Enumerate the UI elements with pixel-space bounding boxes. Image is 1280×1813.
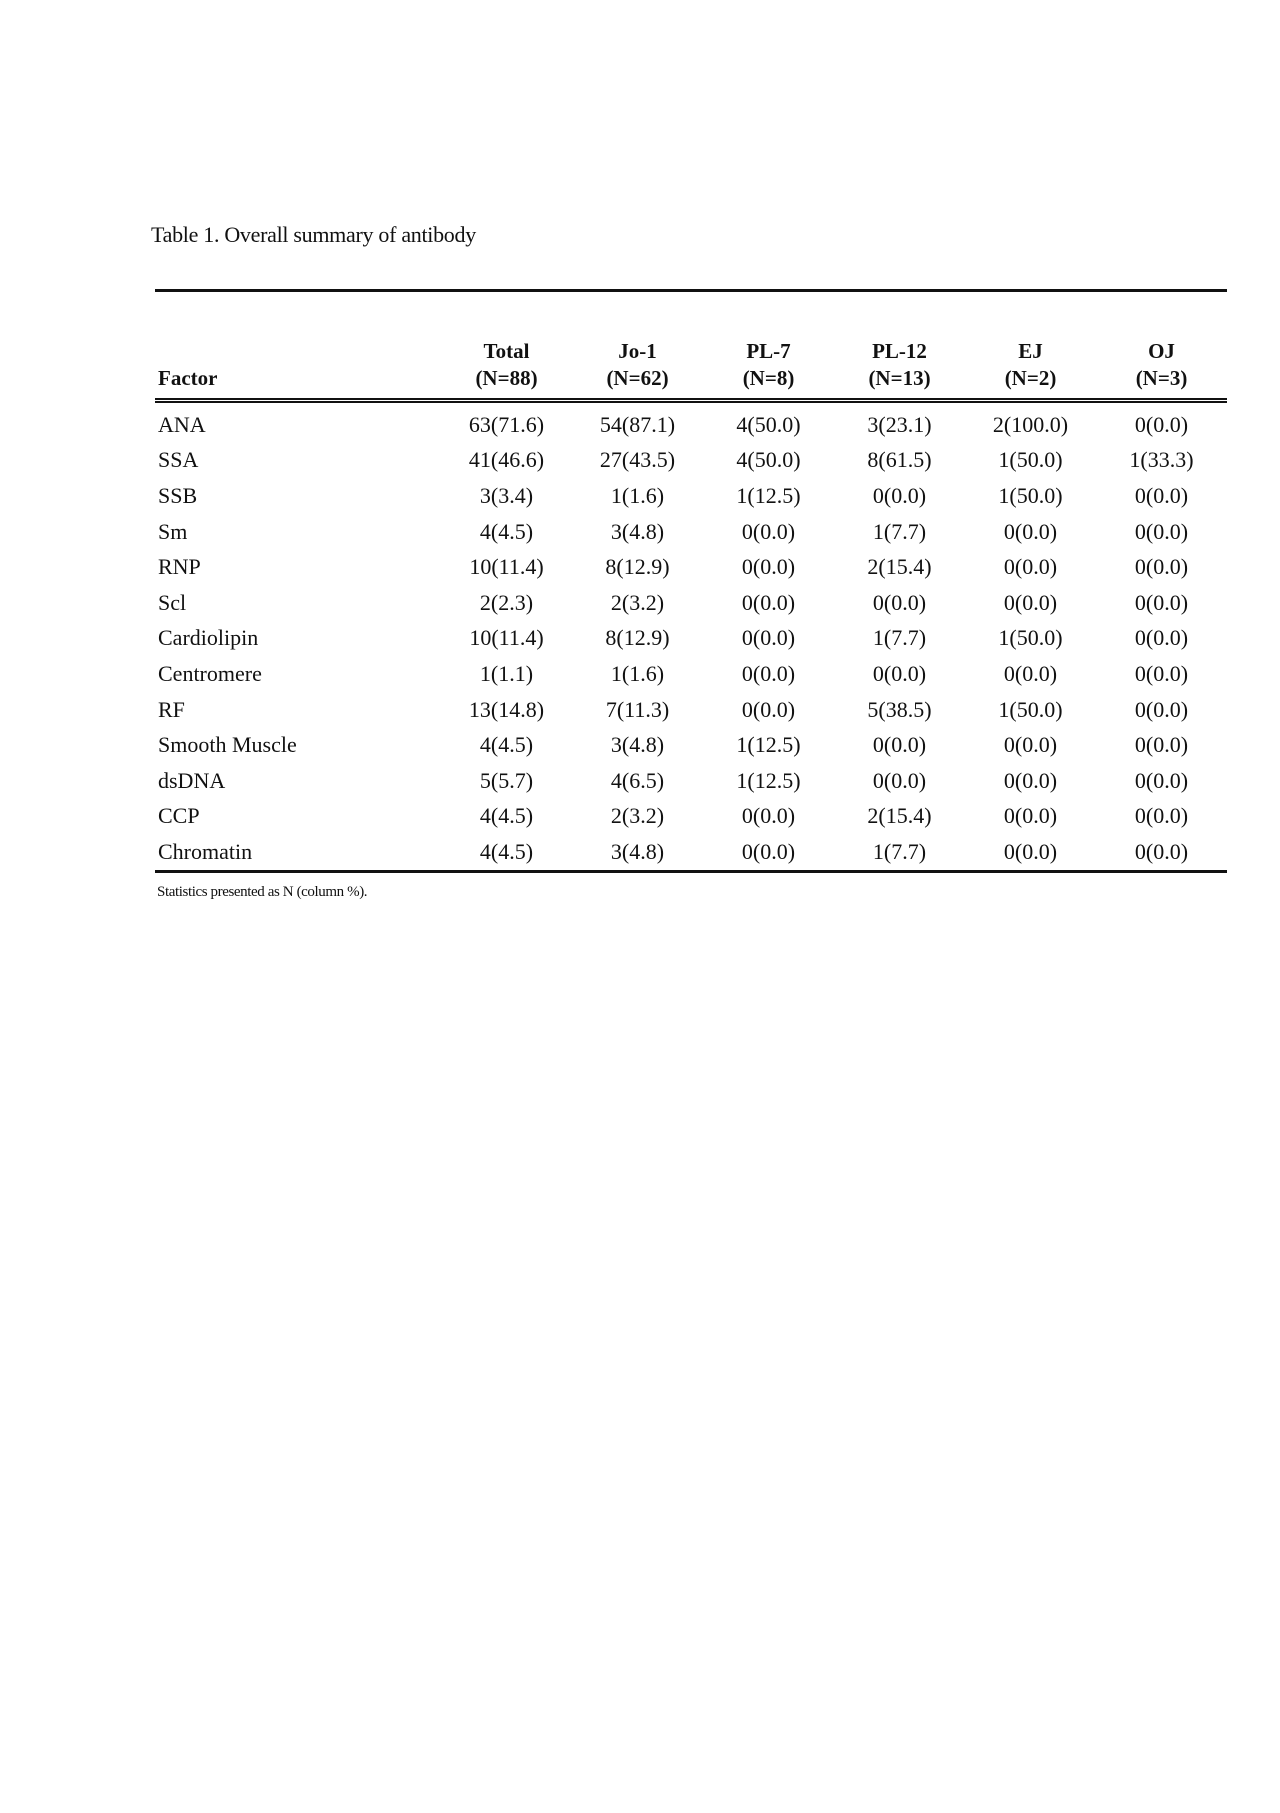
factor-cell: Chromatin	[155, 834, 441, 871]
value-cell: 0(0.0)	[1003, 660, 1058, 686]
value-cell: 0(0.0)	[1003, 803, 1058, 829]
column-header	[1096, 338, 1227, 401]
table-row	[155, 692, 1227, 728]
value-cell: 2(100.0)	[992, 411, 1069, 437]
table-row	[155, 621, 1227, 657]
value-cell: 1(50.0)	[998, 482, 1063, 508]
value-cell: 0(0.0)	[1134, 554, 1189, 580]
value-cell: 0(0.0)	[1134, 589, 1189, 615]
column-n: (N=2)	[1004, 366, 1057, 390]
table-row	[155, 549, 1227, 585]
table-row	[155, 514, 1227, 550]
value-cell: 10(11.4)	[469, 625, 544, 651]
table-row	[155, 799, 1227, 835]
value-cell: 0(0.0)	[872, 732, 927, 758]
factor-cell: Smooth Muscle	[158, 732, 297, 758]
value-cell: 63(71.6)	[468, 411, 545, 437]
value-cell: 4(50.0)	[736, 411, 801, 437]
column-name: PL-12	[872, 339, 927, 363]
factor-cell: Sm	[158, 518, 188, 544]
value-cell: 0(0.0)	[965, 834, 1096, 871]
column-n: (N=3)	[1135, 366, 1188, 390]
value-cell: 0(0.0)	[1003, 589, 1058, 615]
value-cell: 1(12.5)	[736, 732, 801, 758]
value-cell: 4(50.0)	[736, 447, 801, 473]
value-cell: 0(0.0)	[1003, 732, 1058, 758]
value-cell: 0(0.0)	[741, 518, 796, 544]
table-row	[155, 727, 1227, 763]
value-cell: 1(1.6)	[610, 482, 665, 508]
value-cell: 1(7.7)	[834, 834, 965, 871]
value-cell: 0(0.0)	[741, 589, 796, 615]
value-cell: 4(4.5)	[479, 732, 534, 758]
antibody-summary-table	[155, 338, 1227, 873]
value-cell: 7(11.3)	[605, 696, 670, 722]
column-header	[572, 338, 703, 401]
value-cell: 41(46.6)	[468, 447, 545, 473]
column-n: (N=8)	[742, 366, 795, 390]
column-n: (N=13)	[868, 366, 931, 390]
value-cell: 0(0.0)	[741, 625, 796, 651]
table-row	[155, 763, 1227, 799]
factor-cell: SSA	[158, 447, 199, 473]
value-cell: 1(12.5)	[736, 767, 801, 793]
factor-cell: ANA	[158, 411, 206, 437]
value-cell: 0(0.0)	[872, 589, 927, 615]
factor-cell: Scl	[158, 589, 187, 615]
factor-cell: SSB	[158, 482, 198, 508]
value-cell: 3(4.8)	[610, 732, 665, 758]
factor-header: Factor	[155, 338, 441, 401]
factor-cell: dsDNA	[158, 767, 226, 793]
value-cell: 0(0.0)	[1134, 732, 1189, 758]
value-cell: 8(12.9)	[605, 554, 670, 580]
factor-cell: Centromere	[158, 660, 262, 686]
value-cell: 0(0.0)	[1096, 834, 1227, 871]
value-cell: 0(0.0)	[741, 803, 796, 829]
table-row	[155, 834, 1227, 871]
value-cell: 5(5.7)	[479, 767, 534, 793]
column-n: (N=88)	[475, 366, 538, 390]
value-cell: 1(33.3)	[1129, 447, 1194, 473]
value-cell: 2(15.4)	[867, 554, 932, 580]
factor-cell: CCP	[158, 803, 200, 829]
value-cell: 4(6.5)	[610, 767, 665, 793]
value-cell: 0(0.0)	[1134, 803, 1189, 829]
value-cell: 1(1.1)	[479, 660, 534, 686]
value-cell: 8(61.5)	[867, 447, 932, 473]
column-name: PL-7	[746, 339, 791, 363]
value-cell: 0(0.0)	[741, 554, 796, 580]
value-cell: 0(0.0)	[1134, 518, 1189, 544]
value-cell: 3(23.1)	[867, 411, 932, 437]
header-row	[155, 338, 1227, 401]
value-cell: 0(0.0)	[1134, 767, 1189, 793]
value-cell: 0(0.0)	[872, 660, 927, 686]
table-row	[155, 478, 1227, 514]
factor-cell: RNP	[158, 554, 201, 580]
value-cell: 0(0.0)	[1134, 411, 1189, 437]
value-cell: 1(7.7)	[872, 625, 927, 651]
table-body	[155, 401, 1227, 872]
table-row	[155, 443, 1227, 479]
value-cell: 1(50.0)	[998, 625, 1063, 651]
value-cell: 2(3.2)	[610, 589, 665, 615]
value-cell: 0(0.0)	[1134, 660, 1189, 686]
table-row	[155, 401, 1227, 443]
value-cell: 3(4.8)	[572, 834, 703, 871]
value-cell: 0(0.0)	[741, 660, 796, 686]
value-cell: 0(0.0)	[872, 767, 927, 793]
value-cell: 1(12.5)	[736, 482, 801, 508]
column-header	[965, 338, 1096, 401]
column-name: EJ	[1018, 339, 1043, 363]
value-cell: 8(12.9)	[605, 625, 670, 651]
value-cell: 4(4.5)	[479, 518, 534, 544]
value-cell: 0(0.0)	[872, 482, 927, 508]
value-cell: 2(2.3)	[479, 589, 534, 615]
value-cell: 0(0.0)	[1003, 518, 1058, 544]
value-cell: 0(0.0)	[1134, 696, 1189, 722]
column-header	[441, 338, 572, 401]
value-cell: 4(4.5)	[479, 803, 534, 829]
value-cell: 1(1.6)	[610, 660, 665, 686]
factor-cell: RF	[158, 696, 185, 722]
column-name: Jo-1	[618, 339, 657, 363]
value-cell: 2(15.4)	[867, 803, 932, 829]
value-cell: 13(14.8)	[468, 696, 545, 722]
column-header	[834, 338, 965, 401]
value-cell: 27(43.5)	[599, 447, 676, 473]
value-cell: 10(11.4)	[469, 554, 544, 580]
table-caption: Table 1. Overall summary of antibody	[151, 222, 476, 247]
table-row	[155, 585, 1227, 621]
top-rule	[155, 289, 1227, 292]
value-cell: 0(0.0)	[703, 834, 834, 871]
value-cell: 0(0.0)	[1003, 554, 1058, 580]
value-cell: 4(4.5)	[441, 834, 572, 871]
value-cell: 3(4.8)	[610, 518, 665, 544]
value-cell: 3(3.4)	[479, 482, 534, 508]
table-row	[155, 656, 1227, 692]
factor-cell: Cardiolipin	[158, 625, 259, 651]
column-header	[703, 338, 834, 401]
value-cell: 5(38.5)	[867, 696, 932, 722]
value-cell: 1(50.0)	[998, 696, 1063, 722]
value-cell: 54(87.1)	[599, 411, 676, 437]
value-cell: 1(50.0)	[998, 447, 1063, 473]
column-n: (N=62)	[606, 366, 669, 390]
column-name: OJ	[1148, 339, 1175, 363]
column-name: Total	[483, 339, 530, 363]
table-footnote: Statistics presented as N (column %).	[157, 884, 368, 900]
value-cell: 0(0.0)	[1003, 767, 1058, 793]
value-cell: 2(3.2)	[610, 803, 665, 829]
value-cell: 1(7.7)	[872, 518, 927, 544]
value-cell: 0(0.0)	[741, 696, 796, 722]
value-cell: 0(0.0)	[1134, 482, 1189, 508]
value-cell: 0(0.0)	[1134, 625, 1189, 651]
